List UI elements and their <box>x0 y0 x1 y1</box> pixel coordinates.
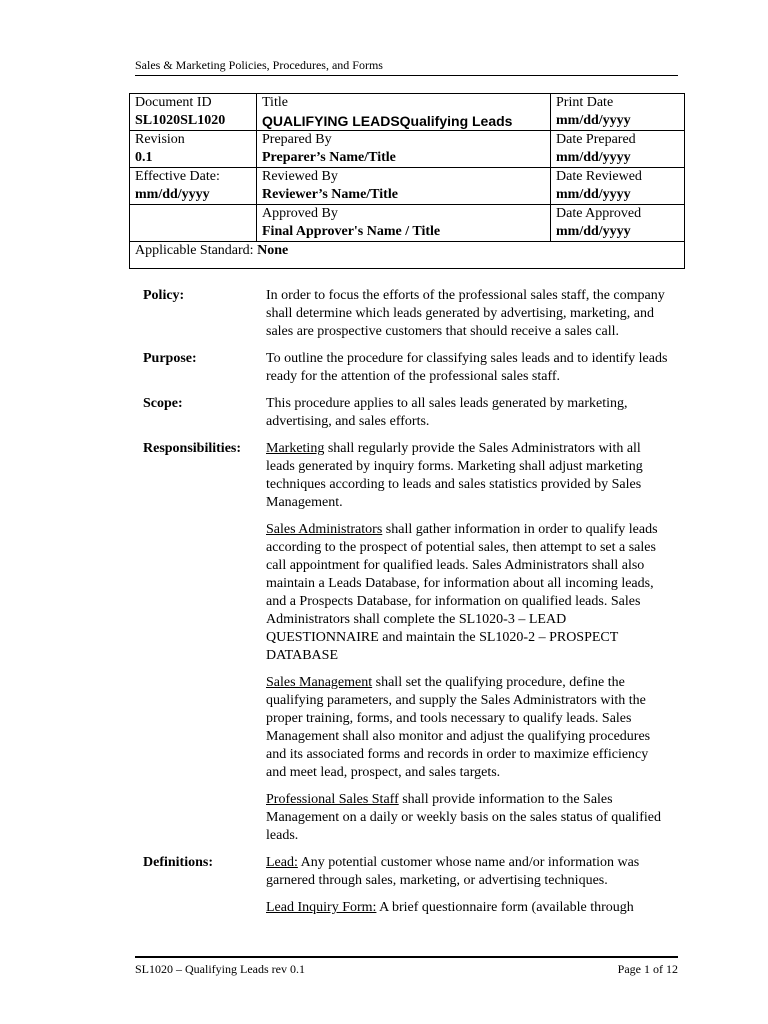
date-prepared-value: mm/dd/yyyy <box>556 150 631 165</box>
resp-marketing <box>266 440 671 512</box>
reviewed-by-label: Reviewed By <box>262 169 338 184</box>
resp-sales-admin-term: Sales Administrators <box>266 522 383 537</box>
title-value: QUALIFYING LEADSQualifying Leads <box>262 113 513 129</box>
page-footer <box>135 956 678 977</box>
date-prepared-cell <box>551 131 685 168</box>
date-reviewed-label: Date Reviewed <box>556 169 642 184</box>
footer-page-number: Page 1 of 12 <box>617 962 678 976</box>
revision-value: 0.1 <box>135 150 153 165</box>
resp-sales-mgmt-term: Sales Management <box>266 675 373 690</box>
scope-label: Scope: <box>143 396 183 411</box>
purpose-section <box>143 350 683 386</box>
responsibilities-section <box>143 440 683 845</box>
prepared-by-value: Preparer’s Name/Title <box>262 150 396 165</box>
applicable-standard-label: Applicable Standard: <box>135 243 258 258</box>
applicable-standard-cell <box>130 242 685 269</box>
effective-date-label: Effective Date: <box>135 169 220 184</box>
def-lead-inquiry-form-text: A brief questionnaire form (available through <box>376 900 634 915</box>
responsibilities-text <box>266 440 671 845</box>
date-reviewed-value: mm/dd/yyyy <box>556 187 631 202</box>
applicable-standard-value: None <box>257 243 289 258</box>
revision-label: Revision <box>135 132 185 147</box>
resp-sales-staff-text: shall provide information to the Sales Management on a daily or weekly basis on the sales status of qualified leads. <box>266 792 662 843</box>
purpose-text: To outline the procedure for classifying sales leads and to identify leads ready for the attention of the professional sales staff. <box>266 351 668 384</box>
definitions-text <box>266 854 671 917</box>
footer-doc-label: SL1020 – Qualifying Leads rev 0.1 <box>135 962 305 976</box>
policy-text: In order to focus the efforts of the professional sales staff, the company shall determine which leads generated by advertising, marketing, and sales are prospective customers that should receive a sales call. <box>266 288 665 339</box>
def-lead <box>266 854 671 890</box>
approved-by-value: Final Approver's Name / Title <box>262 224 441 239</box>
policy-label: Policy: <box>143 288 185 303</box>
resp-sales-staff <box>266 791 671 845</box>
definitions-section <box>143 854 683 917</box>
approved-by-label: Approved By <box>262 206 338 221</box>
scope-text: This procedure applies to all sales leads generated by marketing, advertising, and sales efforts. <box>266 396 628 429</box>
resp-marketing-text: shall regularly provide the Sales Administrators with all leads generated by inquiry forms. Marketing shall adjust marketing techniques according to leads and sales statistics provided by Sales Management. <box>266 441 643 510</box>
title-label: Title <box>262 95 288 110</box>
document-body <box>143 287 683 926</box>
doc-id-value: SL1020SL1020 <box>135 113 226 128</box>
print-date-label: Print Date <box>556 95 614 110</box>
effective-date-cell <box>130 168 257 205</box>
prepared-by-cell <box>257 131 551 168</box>
running-header: Sales & Marketing Policies, Procedures, and Forms <box>135 58 678 76</box>
def-lead-inquiry-form <box>266 899 671 917</box>
resp-sales-admin <box>266 521 671 665</box>
date-approved-cell <box>551 205 685 242</box>
date-prepared-label: Date Prepared <box>556 132 636 147</box>
approved-by-cell <box>257 205 551 242</box>
date-reviewed-cell <box>551 168 685 205</box>
policy-section <box>143 287 683 341</box>
date-approved-value: mm/dd/yyyy <box>556 224 631 239</box>
doc-id-label: Document ID <box>135 95 212 110</box>
print-date-value: mm/dd/yyyy <box>556 113 631 128</box>
reviewed-by-value: Reviewer’s Name/Title <box>262 187 398 202</box>
empty-cell <box>130 205 257 242</box>
scope-section <box>143 395 683 431</box>
title-cell <box>257 94 551 131</box>
resp-marketing-term: Marketing <box>266 441 325 456</box>
revision-cell <box>130 131 257 168</box>
definitions-label: Definitions: <box>143 855 213 870</box>
doc-id-cell <box>130 94 257 131</box>
resp-sales-admin-text: shall gather information in order to qualify leads according to the prospect of potential sales, then attempt to set a sales call appointment for qualified leads. Sales Administrators shall also maintain a Leads Database, for information about all incoming leads, and a Prospects Database, for information on qualified leads. Sales Administrators shall complete the SL1020-3 – LEAD QUESTIONNAIRE and maintain the SL1020-2 – PROSPECT DATABASE <box>266 522 658 663</box>
resp-sales-mgmt <box>266 674 671 782</box>
resp-sales-mgmt-text: shall set the qualifying procedure, define the qualifying parameters, and supply the Sales Administrators with the proper training, forms, and tools necessary to qualify leads. Sales Management shall also monitor and adjust the qualifying procedures and its associated forms and records in order to maximize efficiency and meet lead, prospect, and sales targets. <box>266 675 651 780</box>
def-lead-text: Any potential customer whose name and/or information was garnered through sales, marketing, or advertising techniques. <box>266 855 640 888</box>
def-lead-inquiry-form-term: Lead Inquiry Form: <box>266 900 377 915</box>
reviewed-by-cell <box>257 168 551 205</box>
purpose-label: Purpose: <box>143 351 197 366</box>
date-approved-label: Date Approved <box>556 206 642 221</box>
document-info-table <box>129 93 685 269</box>
prepared-by-label: Prepared By <box>262 132 332 147</box>
resp-sales-staff-term: Professional Sales Staff <box>266 792 399 807</box>
effective-date-value: mm/dd/yyyy <box>135 187 210 202</box>
print-date-cell <box>551 94 685 131</box>
def-lead-term: Lead: <box>266 855 298 870</box>
responsibilities-label: Responsibilities: <box>143 441 242 456</box>
